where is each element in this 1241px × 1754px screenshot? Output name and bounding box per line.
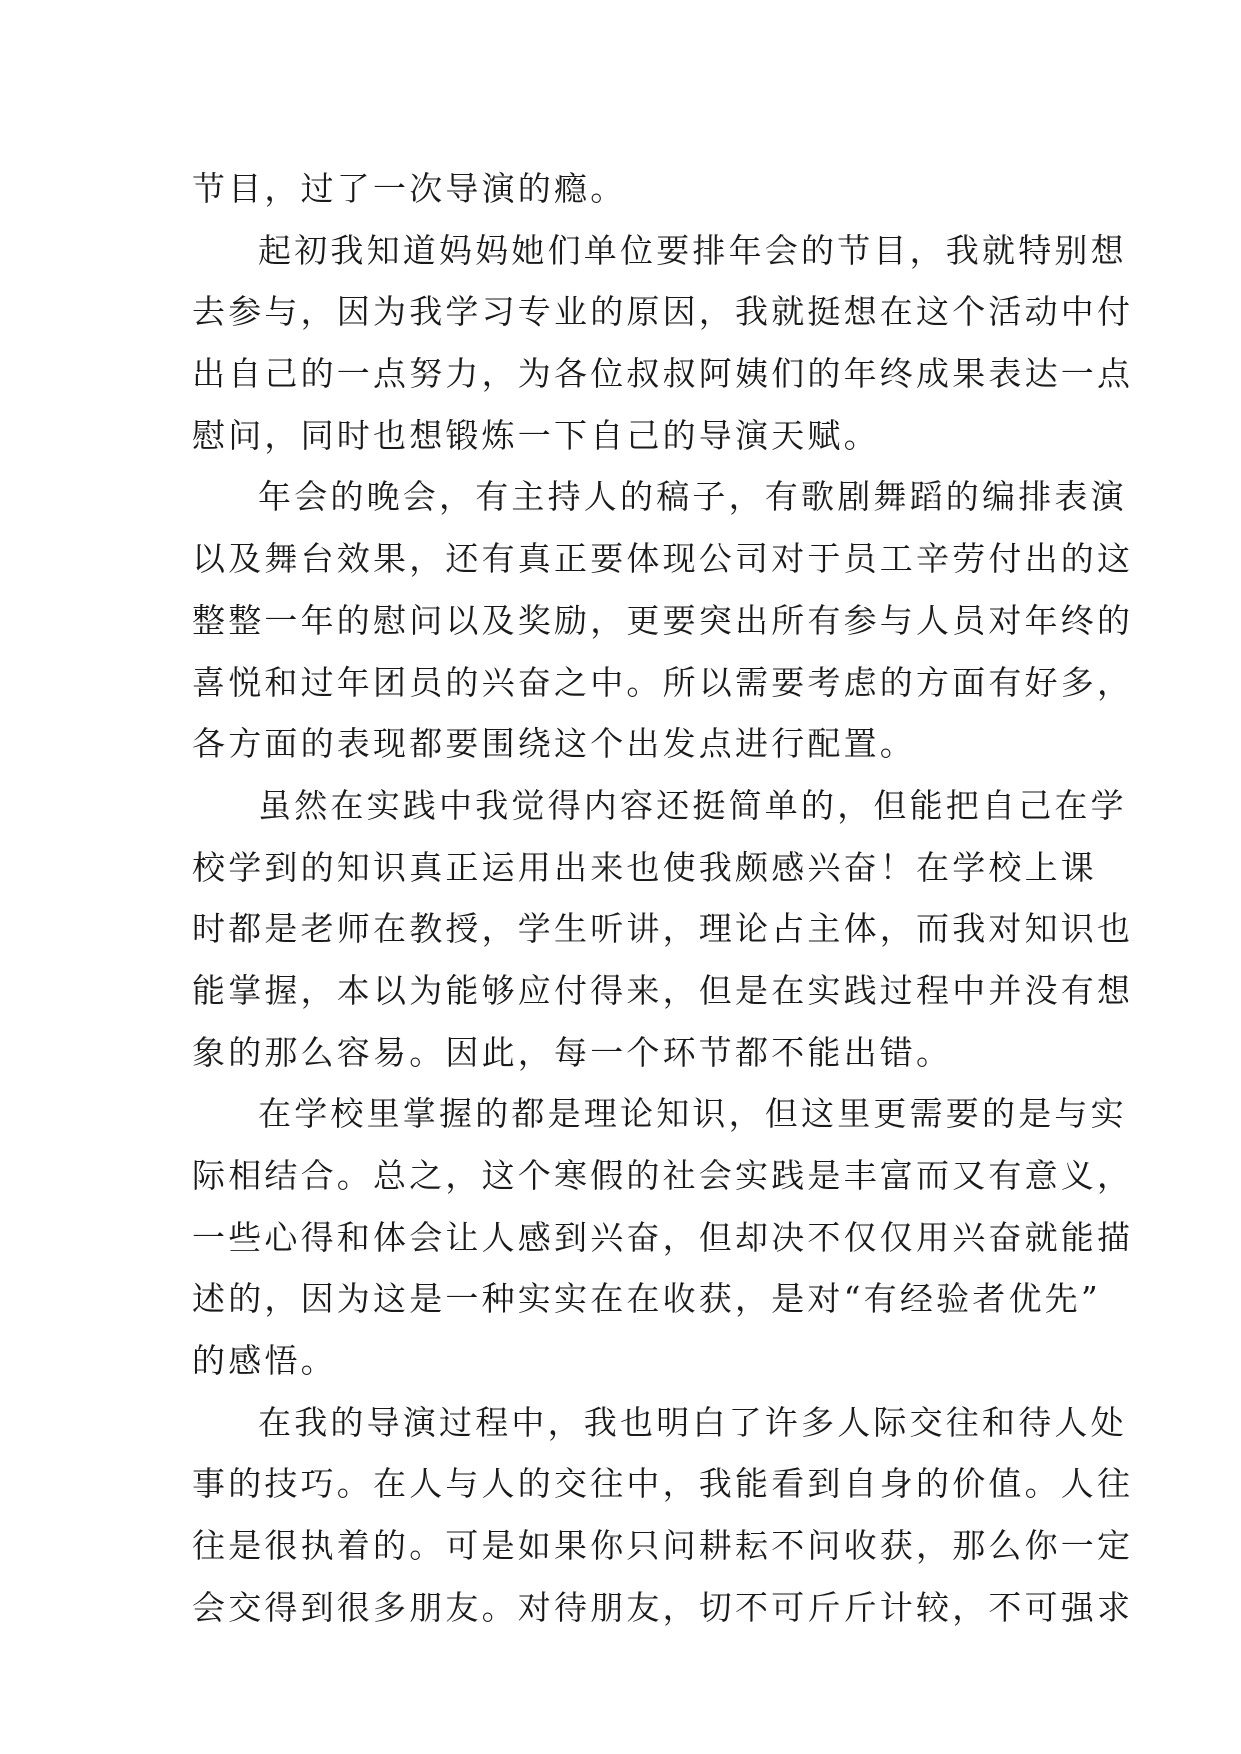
text-line: 象的那么容易。因此，每一个环节都不能出错。 [192, 1032, 953, 1072]
text-line: 喜悦和过年团员的兴奋之中。所以需要考虑的方面有好多， [192, 662, 1134, 702]
text-line: 慰问，同时也想锻炼一下自己的导演天赋。 [192, 415, 880, 455]
text-line: 整整一年的慰问以及奖励，更要突出所有参与人员对年终的 [192, 600, 1134, 640]
text-line: 节目，过了一次导演的瘾。 [192, 169, 627, 208]
paragraph-first-line: 年会的晚会，有主持人的稿子，有歌剧舞蹈的编排表演 [258, 477, 1127, 517]
text-line: 往是很执着的。可是如果你只问耕耘不问收获，那么你一定 [192, 1526, 1134, 1566]
text-line: 校学到的知识真正运用出来也使我颇感兴奋！在学校上课 [192, 847, 1097, 887]
paragraph-first-line: 起初我知道妈妈她们单位要排年会的节目，我就特别想 [258, 230, 1127, 270]
paragraph-first-line: 在我的导演过程中，我也明白了许多人际交往和待人处 [258, 1402, 1127, 1442]
text-line: 会交得到很多朋友。对待朋友，切不可斤斤计较，不可强求 [192, 1587, 1134, 1627]
body-text [192, 158, 1134, 1639]
text-line: 一些心得和体会让人感到兴奋，但却决不仅仅用兴奋就能描 [192, 1217, 1134, 1257]
text-line: 际相结合。总之，这个寒假的社会实践是丰富而又有意义， [192, 1156, 1134, 1195]
text-line: 能掌握，本以为能够应付得来，但是在实践过程中并没有想 [192, 970, 1134, 1010]
text-line: 的感悟。 [192, 1341, 337, 1381]
text-line: 以及舞台效果，还有真正要体现公司对于员工辛劳付出的这 [192, 539, 1134, 579]
text-line: 各方面的表现都要围绕这个出发点进行配置。 [192, 724, 916, 764]
text-line: 时都是老师在教授，学生听讲，理论占主体，而我对知识也 [192, 909, 1134, 949]
text-line: 出自己的一点努力，为各位叔叔阿姨们的年终成果表达一点 [192, 354, 1134, 394]
text-line: 事的技巧。在人与人的交往中，我能看到自身的价值。人往 [192, 1464, 1134, 1504]
text-line: 去参与，因为我学习专业的原因，我就挺想在这个活动中付 [192, 292, 1134, 332]
paragraph-first-line: 在学校里掌握的都是理论知识，但这里更需要的是与实 [258, 1094, 1127, 1134]
text-line: 述的，因为这是一种实实在在收获，是对“有经验者优先” [192, 1279, 1101, 1319]
paragraph-first-line: 虽然在实践中我觉得内容还挺简单的，但能把自己在学 [258, 785, 1127, 825]
